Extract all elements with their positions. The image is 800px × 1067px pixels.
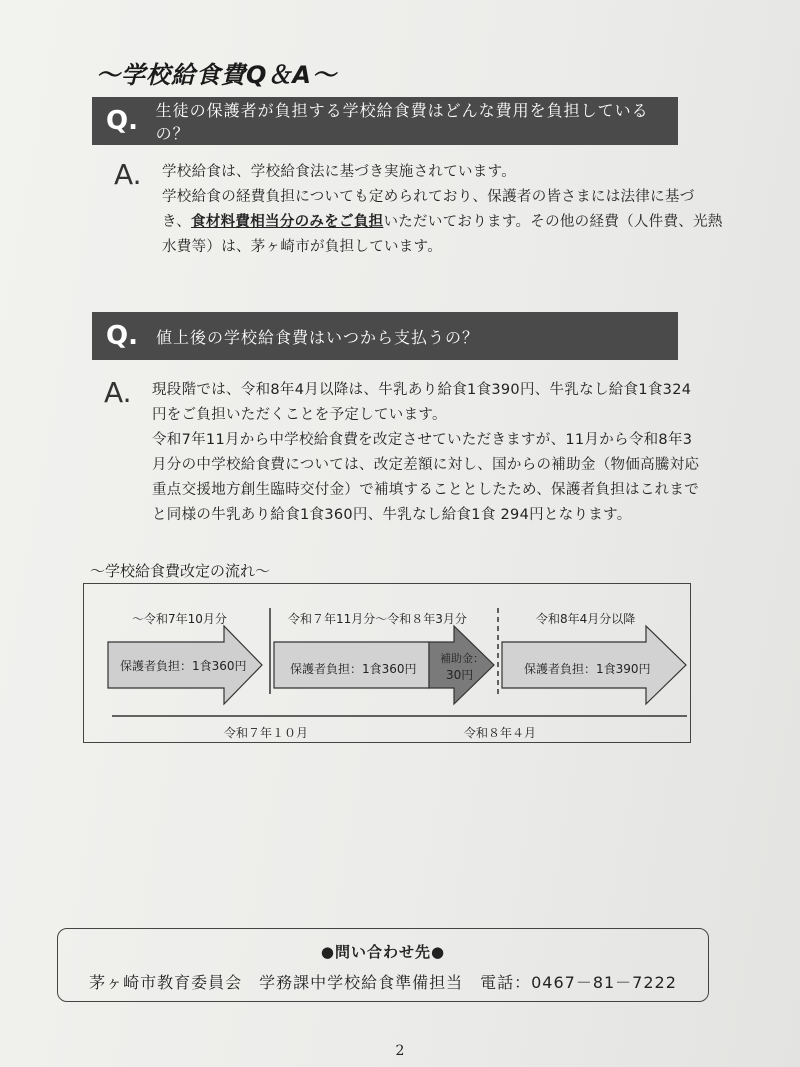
subsidy-value: 30円 — [446, 668, 474, 682]
question-2-bar — [92, 312, 678, 360]
answer-1-emphasis: 食材料費相当分のみをご負担 — [191, 214, 384, 230]
date-label-2: 令和８年４月 — [464, 726, 537, 740]
period-1-label: ～令和7年10月分 — [132, 612, 227, 626]
question-1-bar — [92, 97, 678, 145]
arrow-1-label: 保護者負担：1食360円 — [120, 659, 247, 673]
answer-2-line: 重点交援地方創生臨時交付金）で補填することとしたため、保護者負担はこれまで — [152, 482, 700, 498]
answer-2-line: 現段階では、令和8年4月以降は、牛乳あり給食1食390円、牛乳なし給食1食324 — [152, 382, 692, 398]
question-2-text: 値上後の学校給食費はいつから支払うの？ — [156, 327, 480, 347]
page-title: ～学校給食費Q＆A～ — [96, 61, 337, 89]
contact-text: 茅ヶ崎市教育委員会 学務課中学校給食準備担当 電話：0467－81－7222 — [89, 973, 677, 992]
period-2-label: 令和７年11月分～令和８年3月分 — [288, 612, 467, 626]
arrow-2-label: 保護者負担：1食360円 — [290, 662, 417, 676]
page-number: 2 — [395, 1043, 405, 1059]
answer-1-text: き、 — [162, 214, 192, 230]
flow-title: ～学校給食費改定の流れ～ — [90, 562, 271, 580]
answer-2-line: 令和7年11月から中学校給食費を改定させていただきますが、11月から令和8年3 — [152, 432, 693, 448]
question-1-mark: Q. — [106, 106, 138, 136]
period-3-label: 令和8年4月分以降 — [536, 612, 636, 626]
answer-2-body — [152, 378, 699, 528]
answer-1-line: 学校給食の経費負担についても定められており、保護者の皆さまには法律に基づ — [162, 189, 695, 205]
answer-1-mark: A. — [114, 158, 142, 191]
answer-1-line: 水費等）は、茅ヶ崎市が負担しています。 — [162, 239, 443, 255]
arrow-3-label: 保護者負担：1食390円 — [524, 662, 651, 676]
question-1-text: 生徒の保護者が負担する学校給食費はどんな費用を負担しているの？ — [155, 101, 649, 143]
question-2-mark: Q. — [106, 321, 138, 351]
contact-box — [57, 928, 709, 1002]
answer-2-line: と同様の牛乳あり給食1食360円、牛乳なし給食1食 294円となります。 — [152, 507, 632, 523]
answer-1-line: 学校給食は、学校給食法に基づき実施されています。 — [162, 164, 517, 180]
date-label-1: 令和７年１０月 — [224, 726, 309, 740]
subsidy-label: 補助金： — [440, 652, 484, 665]
answer-1-line — [162, 210, 723, 235]
answer-2-line: 円をご負担いただくことを予定しています。 — [152, 407, 447, 423]
contact-heading: ●問い合わせ先● — [320, 943, 446, 961]
answer-2-mark: A. — [104, 376, 132, 409]
flow-diagram — [83, 583, 691, 743]
answer-1-text: いただいております。その他の経費（人件費、光熱 — [383, 214, 723, 230]
answer-1-body — [162, 160, 723, 260]
answer-2-line: 月分の中学校給食費については、改定差額に対し、国からの補助金（物価高騰対応 — [152, 457, 700, 473]
